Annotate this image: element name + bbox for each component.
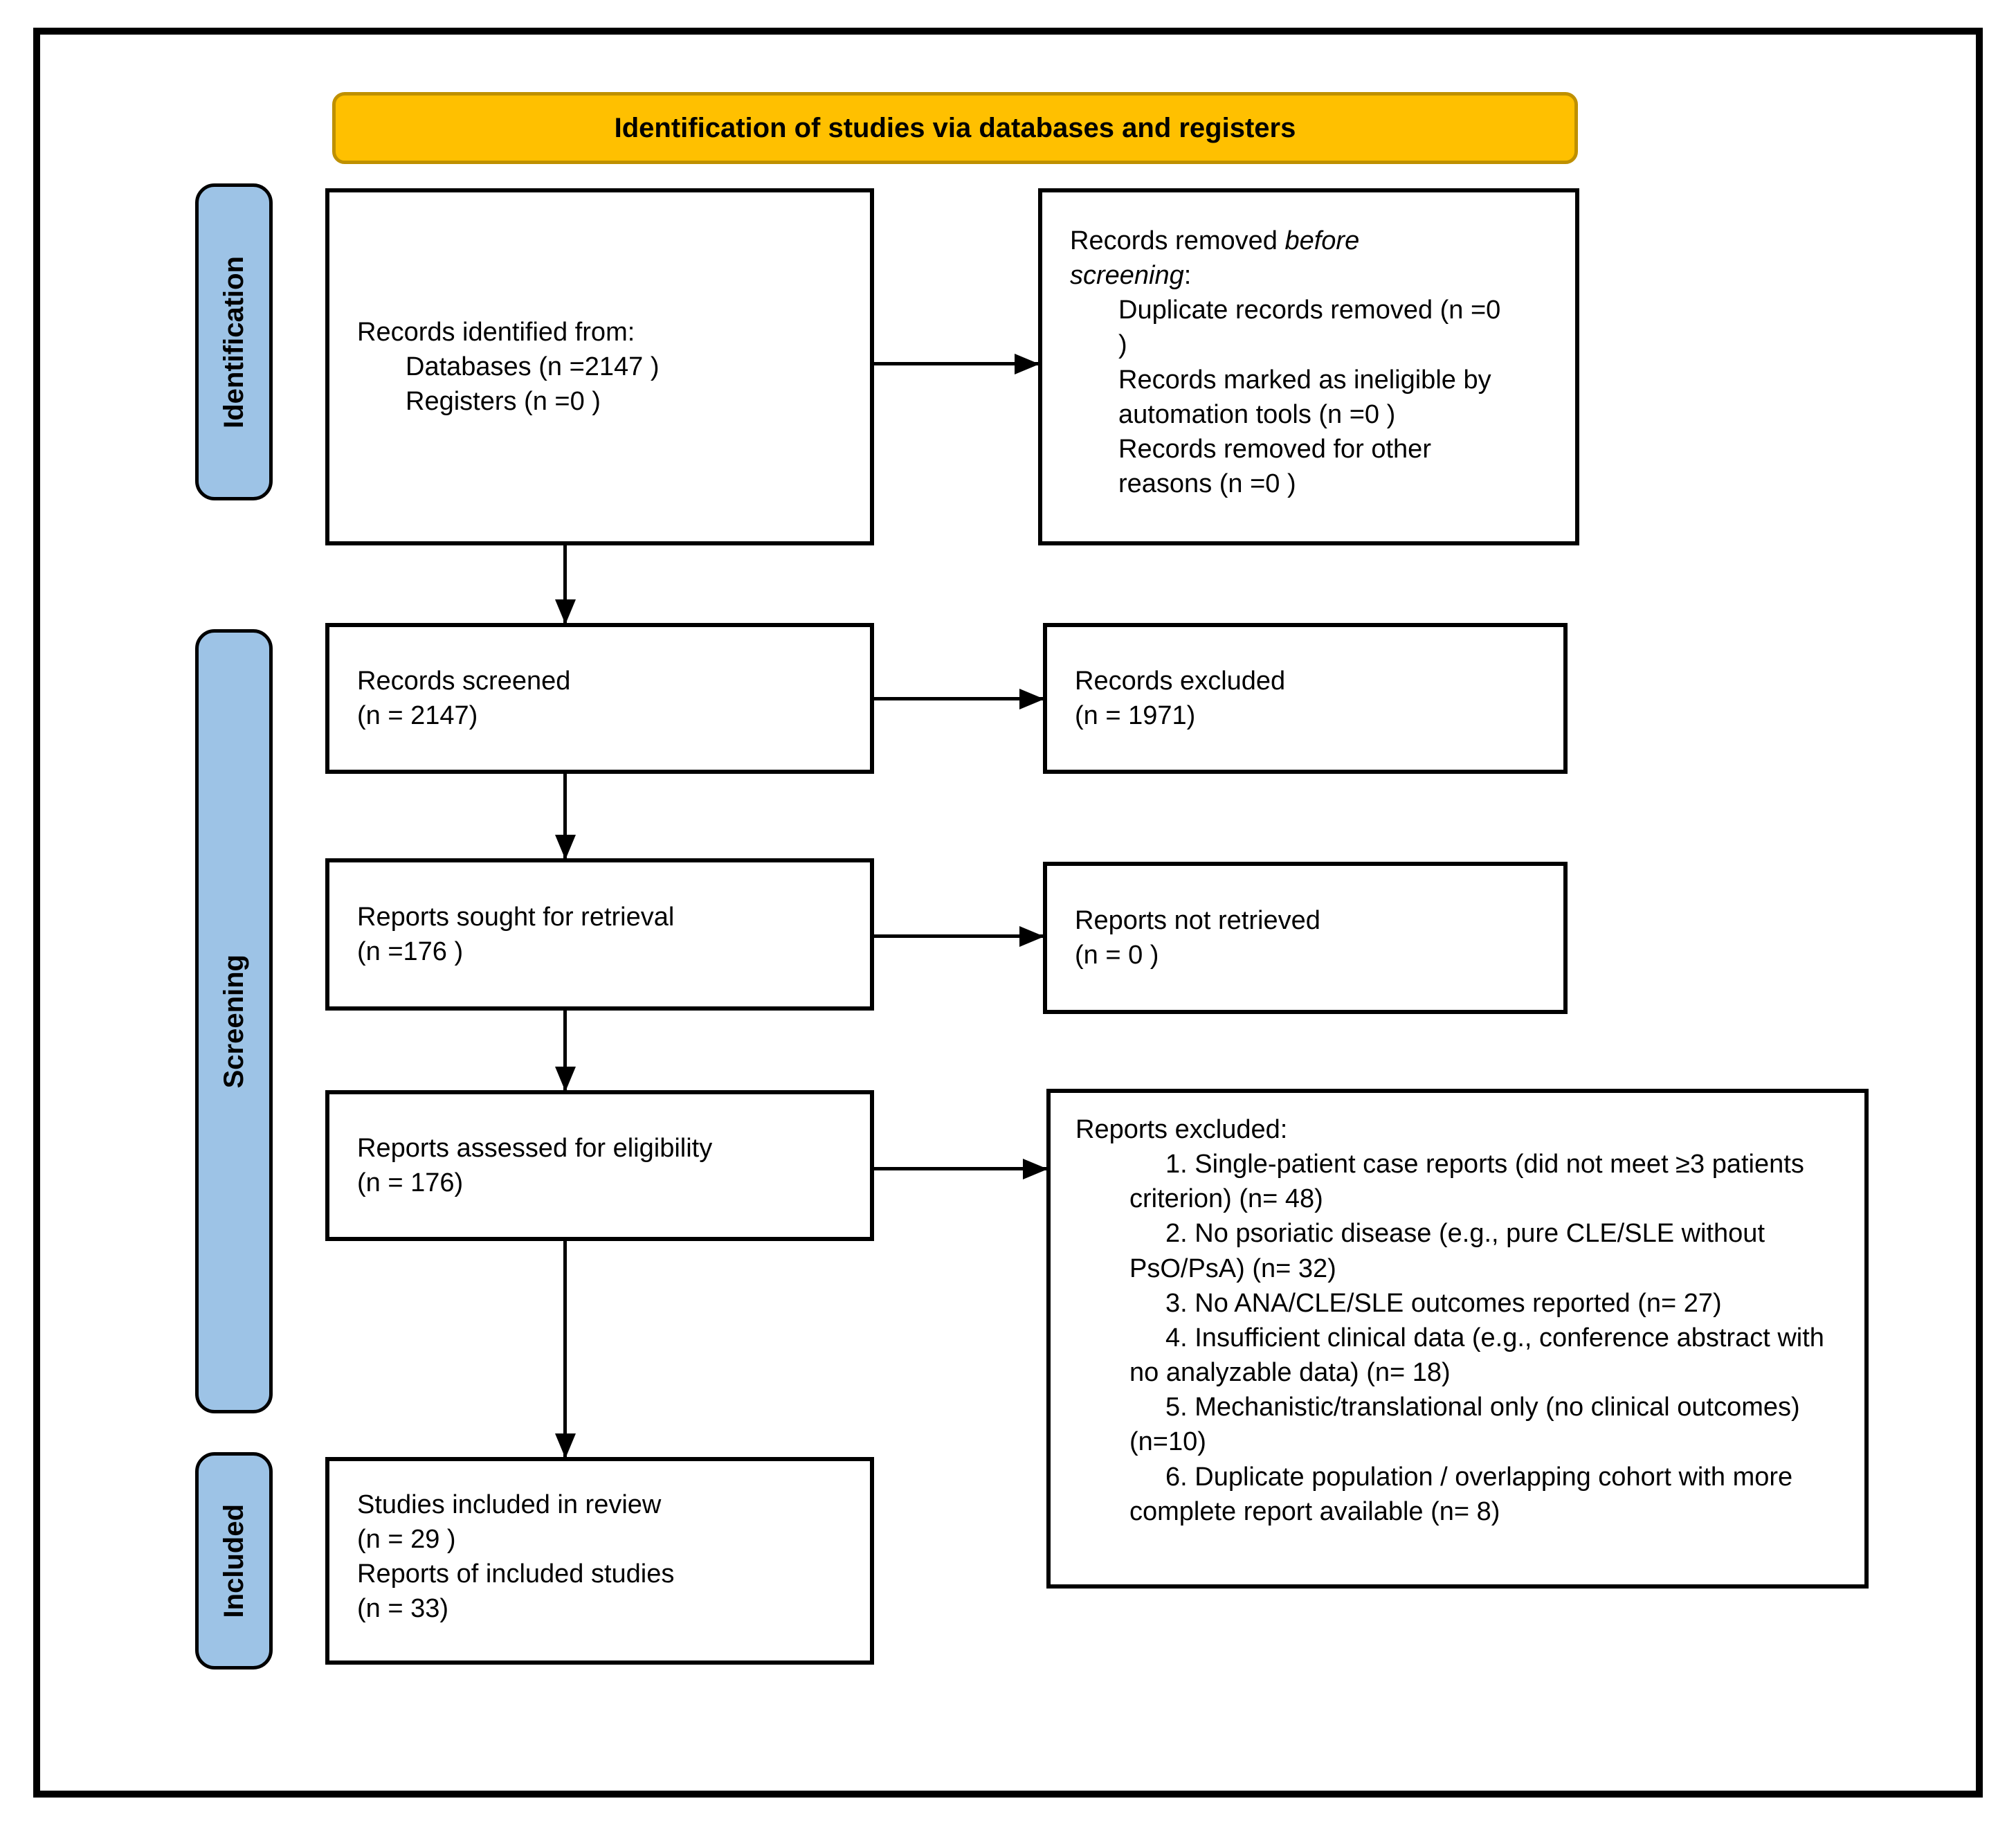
records-removed-automation: Records marked as ineligible by automation tools (n =0 )	[1118, 365, 1491, 429]
records-screened-label: Records screened	[357, 666, 571, 696]
records-excluded-label: Records excluded	[1075, 666, 1286, 696]
reports-excluded-reason-2: 2. No psoriatic disease (e.g., pure CLE/SLE without PsO/PsA) (n= 32)	[1129, 1219, 1765, 1283]
reports-included-count: (n = 33)	[357, 1594, 449, 1624]
reports-excluded-reason-6: 6. Duplicate population / overlapping cohort with more complete report available (n= 8)	[1129, 1462, 1793, 1526]
box-records-screened	[325, 623, 874, 774]
arrow-sought-to-not-retrieved	[874, 934, 1043, 938]
reports-excluded-reason-4: 4. Insufficient clinical data (e.g., conference abstract with no analyzable data) (n= 18)	[1129, 1323, 1824, 1388]
records-identified-line: Records identified from:	[357, 317, 635, 347]
reports-not-retrieved-count: (n = 0 )	[1075, 941, 1159, 970]
records-identified-registers: Registers (n =0 )	[406, 387, 601, 417]
arrow-identified-to-removed	[874, 362, 1038, 365]
arrow-screened-to-sought	[563, 774, 567, 858]
reports-sought-label: Reports sought for retrieval	[357, 902, 675, 932]
stage-label-included-text: Included	[218, 1503, 249, 1618]
stage-label-identification	[195, 183, 273, 500]
box-reports-sought	[325, 858, 874, 1011]
arrow-sought-to-assessed	[563, 1011, 567, 1090]
records-screened-count: (n = 2147)	[357, 701, 478, 730]
records-removed-duplicates: Duplicate records removed (n =0 )	[1118, 296, 1501, 360]
reports-assessed-label: Reports assessed for eligibility	[357, 1133, 713, 1163]
reports-excluded-reason-5: 5. Mechanistic/translational only (no clinical outcomes) (n=10)	[1129, 1393, 1800, 1457]
records-excluded-count: (n = 1971)	[1075, 701, 1196, 730]
records-removed-intro-suffix: :	[1183, 261, 1192, 291]
records-identified-databases: Databases (n =2147 )	[406, 352, 660, 381]
box-reports-assessed	[325, 1090, 874, 1241]
reports-sought-count: (n =176 )	[357, 937, 464, 966]
records-removed-other: Records removed for other reasons (n =0 )	[1118, 434, 1431, 499]
box-reports-excluded-reasons	[1046, 1089, 1869, 1589]
records-removed-intro	[1070, 224, 1416, 293]
arrow-assessed-to-excluded-reasons	[874, 1167, 1046, 1170]
box-reports-not-retrieved	[1043, 862, 1568, 1014]
reports-excluded-reason-1: 1. Single-patient case reports (did not meet ≥3 patients criterion) (n= 48)	[1129, 1150, 1804, 1214]
arrow-assessed-to-included	[563, 1241, 567, 1457]
box-records-removed-before-screening	[1038, 188, 1579, 545]
records-removed-intro-prefix: Records removed	[1070, 226, 1285, 255]
reports-included-label: Reports of included studies	[357, 1559, 675, 1589]
studies-included-count: (n = 29 )	[357, 1525, 456, 1555]
records-removed-intro-italic: before screening	[1070, 226, 1360, 291]
banner-identification-of-studies	[332, 92, 1578, 164]
reports-excluded-title: Reports excluded:	[1075, 1115, 1288, 1144]
stage-label-included	[195, 1452, 273, 1669]
box-records-identified	[325, 188, 874, 545]
stage-label-screening-text: Screening	[218, 954, 249, 1089]
arrow-identified-to-screened	[563, 545, 567, 623]
arrow-screened-to-excluded	[874, 697, 1043, 700]
studies-included-label: Studies included in review	[357, 1490, 662, 1519]
box-studies-included	[325, 1457, 874, 1665]
box-records-excluded	[1043, 623, 1568, 774]
reports-not-retrieved-label: Reports not retrieved	[1075, 905, 1320, 935]
stage-label-screening	[195, 629, 273, 1413]
stage-label-identification-text: Identification	[218, 255, 249, 428]
reports-assessed-count: (n = 176)	[357, 1168, 464, 1197]
banner-title: Identification of studies via databases and registers	[614, 112, 1296, 143]
reports-excluded-reason-3: 3. No ANA/CLE/SLE outcomes reported (n= 27)	[1165, 1288, 1722, 1318]
